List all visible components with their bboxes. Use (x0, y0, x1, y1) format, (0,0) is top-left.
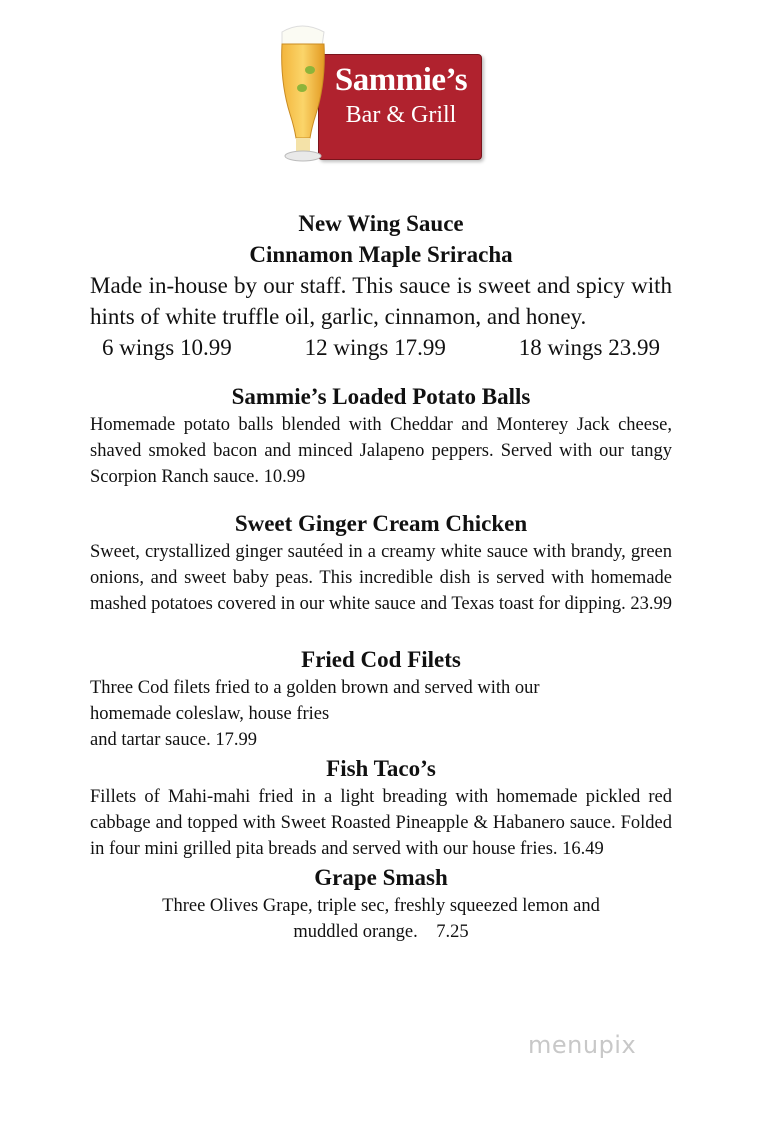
item-title: Sammie’s Loaded Potato Balls (231, 384, 531, 409)
menu-item-fish-tacos (90, 753, 672, 862)
item-title: Fried Cod Filets (301, 647, 461, 672)
menu-item-cod-filets (90, 644, 672, 753)
price-12-wings: 12 wings 17.99 (304, 335, 446, 360)
item-description-line: Three Olives Grape, triple sec, freshly squeezed lemon and (162, 896, 600, 916)
item-title: New Wing Sauce (298, 211, 464, 236)
item-description-line: homemade coleslaw, house fries (90, 704, 330, 724)
item-title: Sweet Ginger Cream Chicken (234, 511, 528, 536)
logo-name: Sammie’s (334, 62, 468, 98)
item-description: Fillets of Mahi-mahi fried in a light breading with homemade pickled red cabbage and topped with Sweet Roasted Pineapple & Habanero sauce. Folded in four mini grilled pita breads and served with our house fries. 16.49 (90, 787, 672, 859)
menu-content (90, 208, 672, 945)
item-description-line: Three Cod filets fried to a golden brown and served with our (90, 678, 540, 698)
price-18-wings: 18 wings 23.99 (518, 335, 660, 360)
item-description: Sweet, crystallized ginger sautéed in a creamy white sauce with brandy, green onions, and sweet baby peas. This incredible dish is served with homemade mashed potatoes covered in our white sauce and Texas toast for dipping. 23.99 (90, 542, 672, 614)
menu-item-potato-balls (90, 381, 672, 490)
item-title: Grape Smash (314, 865, 448, 890)
menu-item-ginger-chicken (90, 508, 672, 617)
logo-subtitle: Bar & Grill (345, 102, 457, 128)
item-title: Fish Taco’s (326, 756, 436, 781)
menu-item-grape-smash (90, 862, 672, 945)
price-list (90, 332, 672, 363)
menu-item-wing-sauce (90, 208, 672, 363)
item-description: Homemade potato balls blended with Cheddar and Monterey Jack cheese, shaved smoked bacon and minced Jalapeno peppers. Served with our tangy Scorpion Ranch sauce. 10.99 (90, 415, 672, 487)
menupix-watermark: menupix (528, 1031, 637, 1059)
restaurant-logo (272, 22, 484, 168)
item-description-line: and tartar sauce. 17.99 (90, 730, 257, 750)
item-description: Made in-house by our staff. This sauce is sweet and spicy with hints of white truffle oil, garlic, cinnamon, and honey. (90, 273, 672, 329)
beer-glass-icon (272, 22, 332, 168)
item-subtitle: Cinnamon Maple Sriracha (249, 242, 513, 267)
price-6-wings: 6 wings 10.99 (102, 335, 232, 360)
item-description-line: muddled orange. 7.25 (293, 922, 469, 942)
